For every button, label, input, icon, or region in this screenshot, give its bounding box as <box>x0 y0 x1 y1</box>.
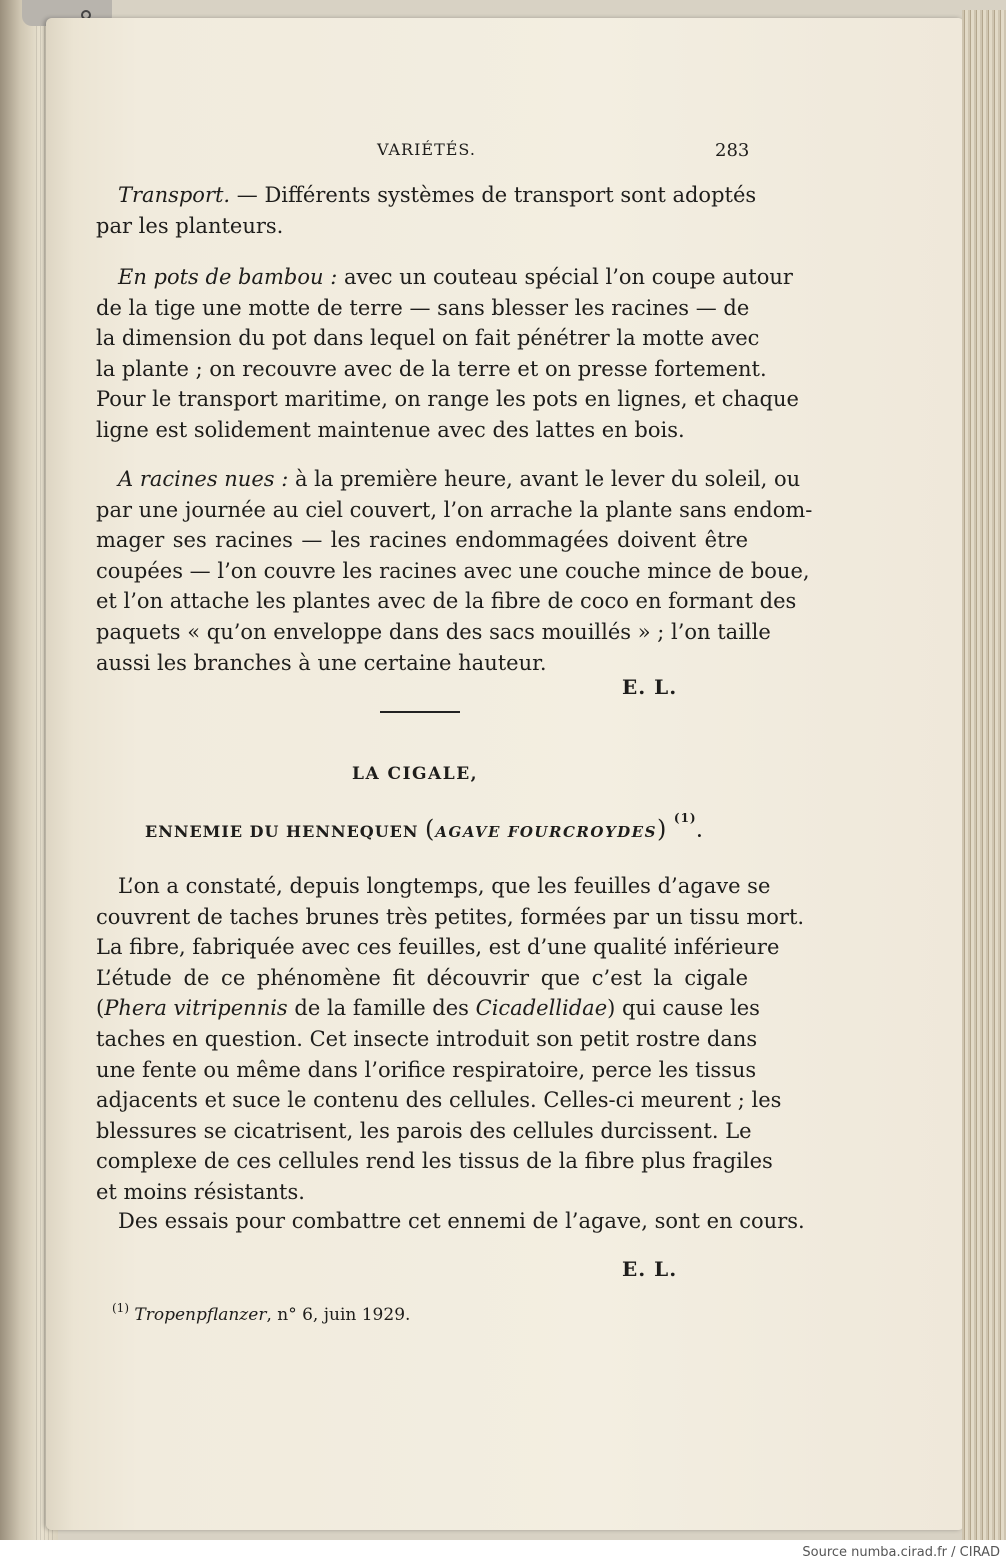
paragraph-trials <box>96 1206 805 1237</box>
lead-phrase: A racines nues : <box>118 467 289 491</box>
paragraph-line: mager ses racines — les racines endommagées doivent être <box>96 528 748 553</box>
signature-article-1: E. L. <box>622 675 678 699</box>
paragraph-line: aussi les branches à une certaine hauteur. <box>96 650 547 675</box>
paragraph-line: Transport. — Différents systèmes de transport sont adoptés <box>118 183 757 207</box>
paragraph-line: coupées — l’on couvre les racines avec une couche mince de boue, <box>96 558 810 583</box>
paragraph-line: la plante ; on recouvre avec de la terre et on presse fortement. <box>96 356 767 381</box>
species-name: Phera vitripennis <box>104 996 288 1021</box>
paragraph-line: adjacents et suce le contenu des cellules. Celles-ci meurent ; les <box>96 1088 782 1113</box>
paragraph-line: Pour le transport maritime, on range les pots en lignes, et chaque <box>96 387 799 412</box>
article-subtitle: ENNEMIE DU HENNEQUEN (AGAVE FOURCROYDES) $^{(1)}$. <box>145 811 704 843</box>
paragraph-line: (Phera vitripennis de la famille des Cicadellidae) qui cause les <box>96 996 760 1021</box>
page-number: 283 <box>715 140 750 161</box>
paragraph-line: ligne est solidement maintenue avec des lattes en bois. <box>96 417 685 442</box>
paragraph-line: La fibre, fabriquée avec ces feuilles, est d’une qualité inférieure <box>96 935 780 960</box>
paragraph-line: L’étude de ce phénomène fit découvrir que c’est la cigale <box>96 965 748 990</box>
paragraph-line: par les planteurs. <box>96 213 284 238</box>
page-sheet <box>46 18 964 1530</box>
source-credit: Source numba.cirad.fr / CIRAD <box>802 1545 1000 1560</box>
paragraph-bare-roots <box>96 464 813 678</box>
paragraph-line: blessures se cicatrisent, les parois des cellules durcissent. Le <box>96 1118 752 1143</box>
paragraph-line: A racines nues : à la première heure, avant le lever du soleil, ou <box>118 467 801 491</box>
paragraph-line: L’on a constaté, depuis longtemps, que les feuilles d’agave se <box>118 874 771 898</box>
paragraph-line: une fente ou même dans l’orifice respiratoire, perce les tissus <box>96 1057 757 1082</box>
paragraph-line: couvrent de taches brunes très petites, formées par un tissu mort. <box>96 904 805 929</box>
paragraph-line: paquets « qu’on enveloppe dans des sacs mouillés » ; l’on taille <box>96 619 771 644</box>
paragraph-line: En pots de bambou : avec un couteau spécial l’on coupe autour <box>118 265 793 289</box>
signature-article-2: E. L. <box>622 1257 678 1281</box>
paragraph-line: et moins résistants. <box>96 1179 305 1204</box>
paragraph-line: de la tige une motte de terre — sans blesser les racines — de <box>96 295 750 320</box>
paragraph-bamboo-pots <box>96 262 799 446</box>
footnote-ref: (1) <box>673 811 697 825</box>
family-name: Cicadellidae <box>475 996 608 1021</box>
paragraph-line: Des essais pour combattre cet ennemi de l’agave, sont en cours. <box>118 1209 805 1233</box>
paragraph-line: la dimension du pot dans lequel on fait pénétrer la motte avec <box>96 326 760 351</box>
running-title: VARIÉTÉS. <box>377 140 476 159</box>
article-title: LA CIGALE, <box>352 764 479 784</box>
paragraph-line: par une journée au ciel couvert, l’on arrache la plante sans endom- <box>96 497 813 522</box>
footnote: $^{(1)}$ Tropenpflanzer, n° 6, juin 1929. <box>112 1301 411 1325</box>
paragraph-line: complexe de ces cellules rend les tissus de la fibre plus fragiles <box>96 1149 773 1174</box>
right-page-stack <box>962 10 1006 1540</box>
lead-phrase: En pots de bambou : <box>118 265 338 289</box>
section-divider <box>380 711 460 713</box>
footnote-source: Tropenpflanzer <box>134 1305 267 1325</box>
paragraph-transport <box>96 180 757 241</box>
lead-phrase: Transport. <box>118 183 231 207</box>
latin-name: AGAVE FOURCROYDES <box>435 823 657 841</box>
paragraph-line: taches en question. Cet insecte introduit son petit rostre dans <box>96 1026 758 1051</box>
paragraph-cigale <box>96 871 805 1208</box>
paragraph-line: et l’on attache les plantes avec de la fibre de coco en formant des <box>96 589 797 614</box>
